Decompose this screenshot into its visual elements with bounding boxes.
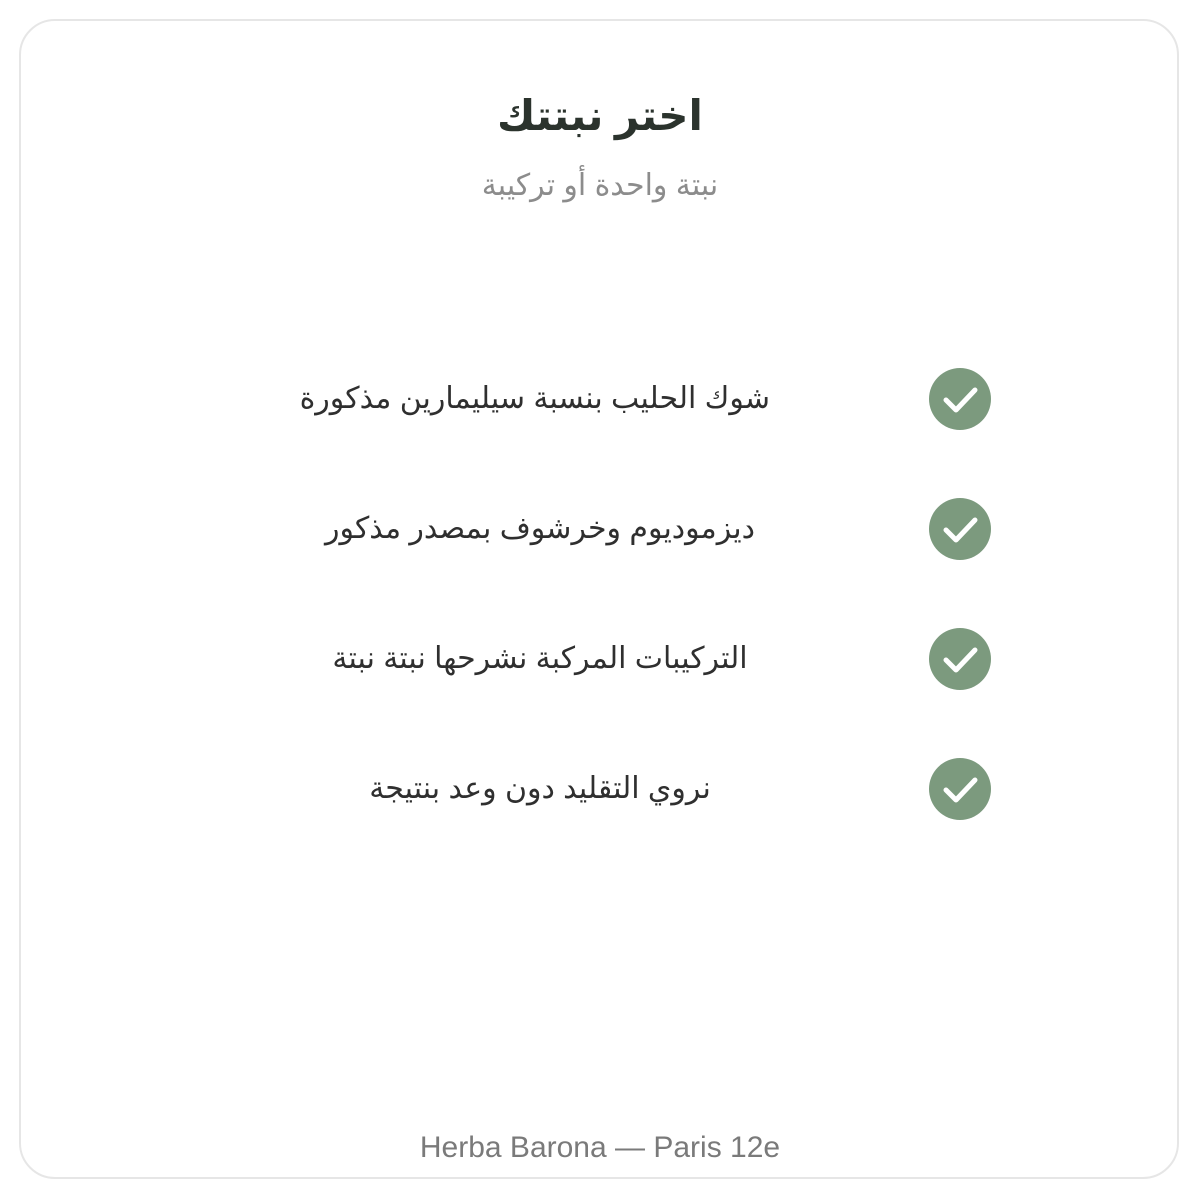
feature-text: شوك الحليب بنسبة سيليمارين مذكورة (299, 382, 770, 415)
check-icon (929, 368, 991, 430)
feature-item (0, 627, 1200, 691)
feature-text: التركيبات المركبة نشرحها نبتة نبتة (332, 642, 748, 675)
feature-text: نروي التقليد دون وعد بنتيجة (369, 772, 711, 805)
feature-text: ديزموديوم وخرشوف بمصدر مذكور (325, 512, 755, 545)
footer-text: Herba Barona — Paris 12e (419, 1131, 781, 1164)
feature-item (0, 497, 1200, 561)
page-title: اختر نبتتك (497, 92, 703, 139)
check-icon (929, 758, 991, 820)
feature-item (0, 757, 1200, 821)
check-icon (929, 498, 991, 560)
feature-item (0, 367, 1200, 431)
page-subtitle: نبتة واحدة أو تركيبة (481, 169, 719, 202)
check-icon (929, 628, 991, 690)
